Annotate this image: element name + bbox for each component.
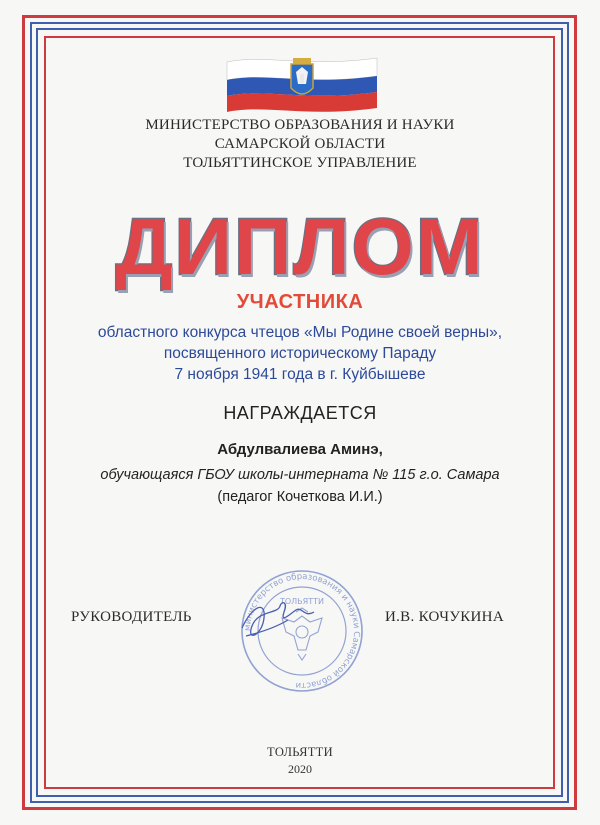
recipient-name: Абдулвалиева Аминэ, (217, 441, 383, 458)
signatory-name: И.В. КОЧУКИНА (385, 609, 504, 625)
recipient-teacher: (педагог Кочеткова И.И.) (217, 489, 383, 505)
ministry-header (100, 116, 500, 173)
stamp-outer-text: министерство образования и науки Самарской области (242, 571, 362, 691)
stamp-inner-text: ТОЛЬЯТТИ (279, 597, 325, 606)
footer-city: ТОЛЬЯТТИ (267, 745, 333, 759)
signatory-title: РУКОВОДИТЕЛЬ (71, 609, 192, 625)
ministry-line-2: САМАРСКОЙ ОБЛАСТИ (214, 136, 386, 152)
contest-line-1: областного конкурса чтецов «Мы Родине своей верны», (97, 324, 503, 341)
ministry-line-1: МИНИСТЕРСТВО ОБРАЗОВАНИЯ И НАУКИ (145, 117, 455, 133)
official-stamp (232, 566, 372, 696)
awarded-label: НАГРАЖДАЕТСЯ (223, 403, 377, 423)
participant-subtitle: УЧАСТНИКА (236, 291, 364, 313)
diploma-title: ДИПЛОМ (115, 202, 485, 291)
ministry-line-3: ТОЛЬЯТТИНСКОЕ УПРАВЛЕНИЕ (183, 155, 417, 171)
footer-year: 2020 (288, 762, 312, 776)
contest-description (60, 322, 540, 385)
samara-flag-icon (225, 54, 379, 112)
contest-line-2: посвященного историческому Параду (163, 345, 437, 362)
contest-line-3: 7 ноября 1941 года в г. Куйбышеве (174, 366, 426, 383)
recipient-school: обучающаяся ГБОУ школы-интерната № 115 г.о. Самара (100, 467, 500, 483)
samara-coat-of-arms-icon (291, 58, 313, 94)
